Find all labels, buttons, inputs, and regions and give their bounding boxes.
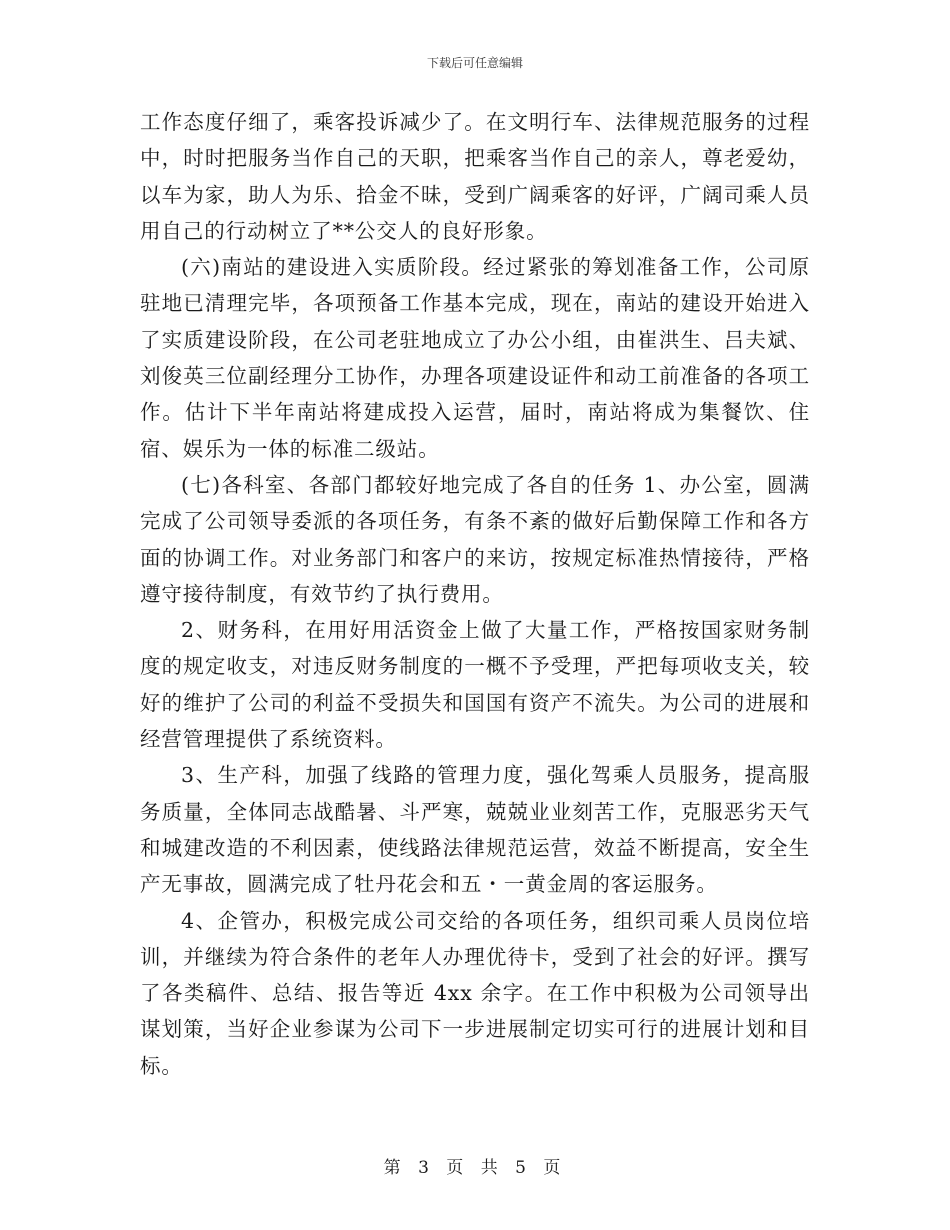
paragraph-south-station: (六)南站的建设进入实质阶段。经过紧张的筹划准备工作，公司原驻地已清理完毕，各项预备工作基本完成，现在，南站的建设开始进入了实质建设阶段，在公司老驻地成立了办公小组，由崔洪生、吕夫斌、刘俊英三位副经理分工协作，办理各项建设证件和动工前准备的各项工作。估计下半年南站将建成投入运营，届时，南站将成为集餐饮、住宿、娱乐为一体的标准二级站。 xyxy=(140,255,810,461)
document-body xyxy=(140,104,810,1084)
paragraph-departments-office: (七)各科室、各部门都较好地完成了各自的任务 1、办公室，圆满完成了公司领导委派的各项任务，有条不紊的做好后勤保障工作和各方面的协调工作。对业务部门和客户的来访，按规定标准热情接待，严格遵守接待制度，有效节约了执行费用。 xyxy=(140,472,810,606)
paragraph-finance: 2、财务科，在用好用活资金上做了大量工作，严格按国家财务制度的规定收支，对违反财务制度的一概不予受理，严把每项收支关，较好的维护了公司的利益不受损失和国国有资产不流失。为公司的进展和经营管理提供了系统资料。 xyxy=(140,618,810,752)
page-header: 下载后可任意编辑 xyxy=(426,56,523,70)
paragraph-continuation: 工作态度仔细了，乘客投诉减少了。在文明行车、法律规范服务的过程中，时时把服务当作自己的天职，把乘客当作自己的亲人，尊老爱幼，以车为家，助人为乐、拾金不昧，受到广阔乘客的好评，广阔司乘人员用自己的行动树立了**公交人的良好形象。 xyxy=(140,110,810,243)
paragraph-management-office: 4、企管办，积极完成公司交给的各项任务，组织司乘人员岗位培训，并继续为符合条件的老年人办理优待卡，受到了社会的好评。撰写了各类稿件、总结、报告等近 4xx 余字。在工作中积极为公司领导出谋划策，当好企业参谋为公司下一步进展制定切实可行的进展计划和目标。 xyxy=(140,908,810,1078)
paragraph-production: 3、生产科，加强了线路的管理力度，强化驾乘人员服务，提高服务质量，全体同志战酷暑、斗严寒，兢兢业业刻苦工作，克服恶劣天气和城建改造的不利因素，使线路法律规范运营，效益不断提高，安全生产无事故，圆满完成了牡丹花会和五・一黄金周的客运服务。 xyxy=(140,763,810,897)
page-footer: 第 3 页 共 5 页 xyxy=(383,1158,567,1178)
